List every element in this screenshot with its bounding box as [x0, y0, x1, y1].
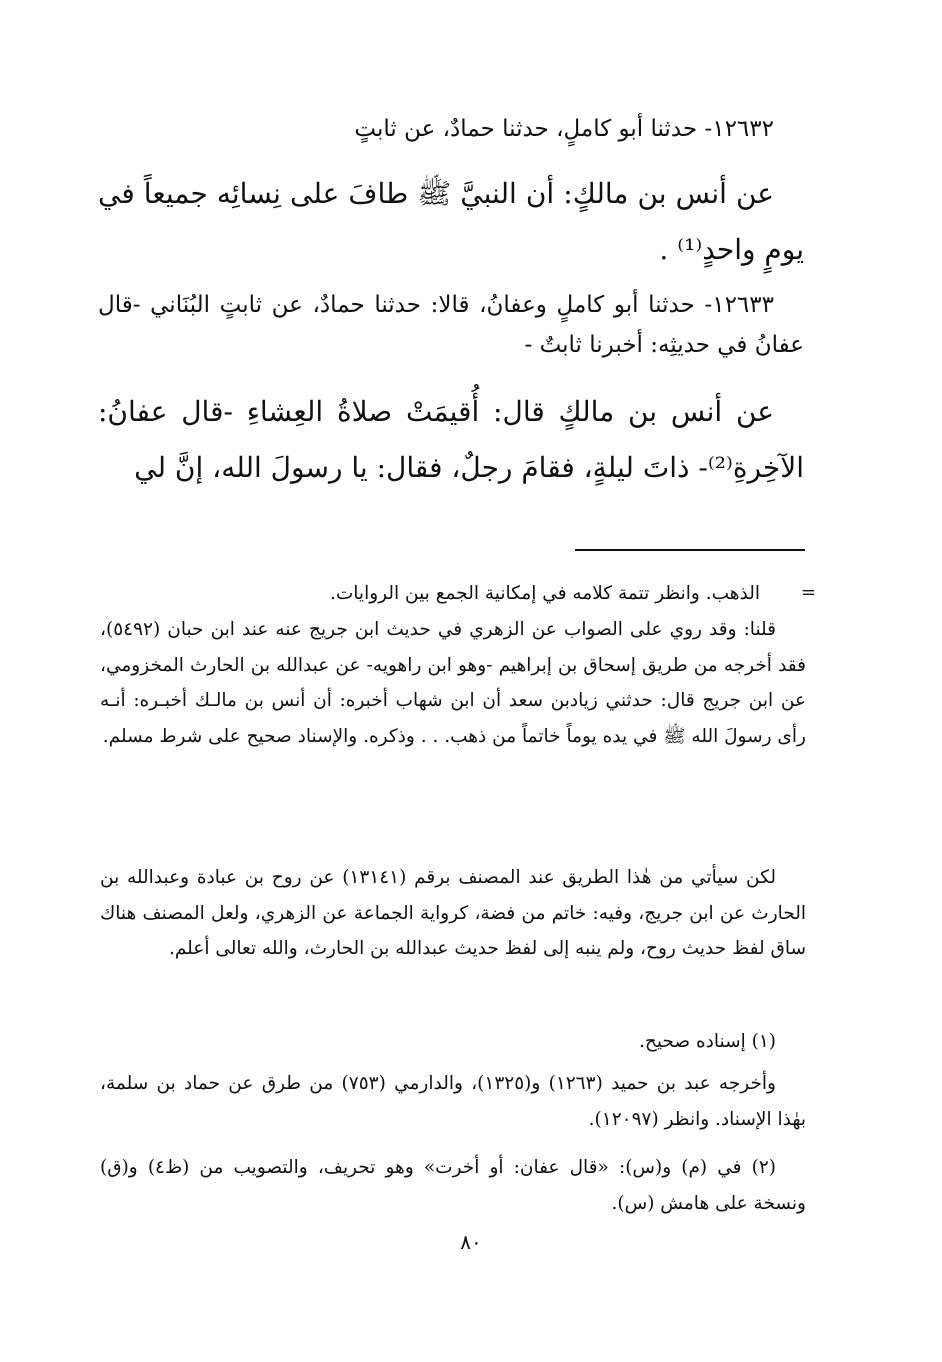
footnote-continuation-mark: =: [800, 582, 816, 603]
page-number: ٨٠: [460, 1230, 482, 1254]
hadith-12632-matn: عن أنس بن مالكٍ: أن النبيَّ ﷺ طافَ على نِسائِه جميعاً في يومٍ واحدٍ⁽¹⁾ .: [98, 177, 804, 266]
footnote-separator: [575, 549, 805, 551]
footnote-1-label: (١) إسناده صحيح.: [639, 1031, 776, 1052]
hadith-12633-matn: عن أنس بن مالكٍ قال: أُقيمَتْ صلاةُ العِشاءِ -قال عفانُ: الآخِرةِ⁽²⁾- ذاتَ ليلةٍ، فقامَ رجلٌ، فقال: يا رسولَ الله، إنَّ لي: [98, 395, 804, 484]
footnote-paragraph-lakin: لكن سيأتي من هٰذا الطريق عند المصنف برقم (١٣١٤١) عن روح بن عبادة وعبدالله بن الحارث عن ابن جريج، وفيه: خاتم من فضة، كرواية الجماعة عن الزهري، ولعل المصنف هناك ساق لفظ حديث روح، ولم ينبه إلى لفظ حديث عبدالله بن الحارث، والله تعالى أعلم.: [100, 867, 806, 959]
footnote-paragraph-qulna: قلنا: وقد روي على الصواب عن الزهري في حديث ابن جريج عنه عند ابن حبان (٥٤٩٢)، فقد أخرجه من طريق إسحاق بن إبراهيم -وهو ابن راهويه- عن عبدالله بن الحارث المخزومي، عن ابن جريج قال: حدثني زيادبن سعد أن ابن شهاب أخبره: أن أنس بن مالـك أخبـره: أنـه رأى رسولَ الله ﷺ في يده يوماً خاتماً من ذهب. . . وذكره. والإسناد صحيح على شرط مسلم.: [100, 619, 806, 747]
footnote-1-body: وأخرجه عبد بن حميد (١٢٦٣) و(١٣٢٥)، والدارمي (٧٥٣) من طرق عن حماد بن سلمة، بهٰذا الإسناد. وانظر (١٢٠٩٧).: [100, 1073, 806, 1130]
footnote-2: (٢) في (م) و(س): «قال عفان: أو أخرت» وهو تحريف، والتصويب من (ظ٤) و(ق) ونسخة على هامش (س).: [100, 1157, 806, 1214]
hadith-12632-isnad: ١٢٦٣٢- حدثنا أبو كاملٍ، حدثنا حمادٌ، عن ثابتٍ: [354, 116, 774, 142]
footnote-continued-line: الذهب. وانظر تتمة كلامه في إمكانية الجمع بين الروايات.: [330, 583, 760, 604]
hadith-12633-isnad: ١٢٦٣٣- حدثنا أبو كاملٍ وعفانُ، قالا: حدثنا حمادٌ، عن ثابتٍ البُنَاني -قال عفانُ في حديثِه: أخبرنا ثابتٌ -: [98, 292, 804, 358]
